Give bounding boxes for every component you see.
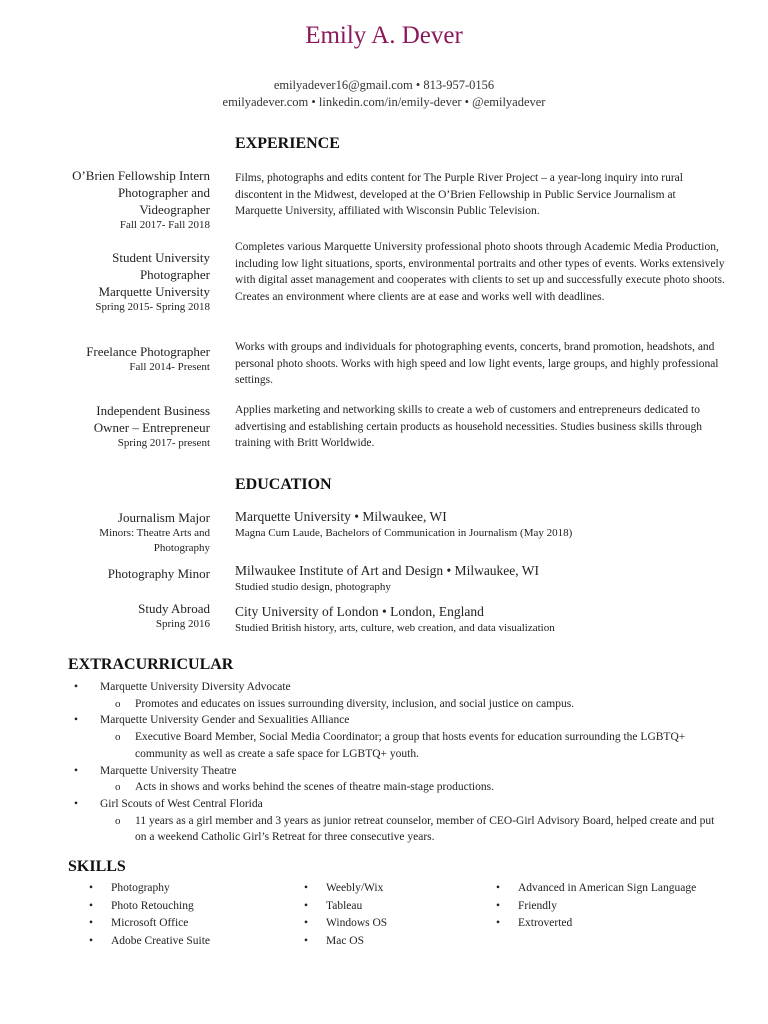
school-name: Marquette University • Milwaukee, WI [235, 509, 447, 524]
skill-label: Photo Retouching [111, 899, 194, 912]
section-title-experience: EXPERIENCE [235, 135, 340, 152]
role-line: Freelance Photographer [86, 344, 210, 359]
education-program: Study Abroad [138, 601, 210, 616]
bullet-icon: • [496, 917, 501, 929]
experience-role-block [20, 167, 210, 233]
role-line: Photographer and [117, 185, 210, 200]
skill-label: Windows OS [326, 917, 388, 929]
skill-label: Mac OS [326, 934, 365, 947]
bullet-icon: • [304, 934, 309, 947]
experience-role-block [20, 249, 210, 315]
activity-name: Marquette University Gender and Sexualities Alliance [100, 714, 350, 727]
activity-name: Girl Scouts of West Central Florida [100, 797, 263, 810]
skill-label: Microsoft Office [111, 917, 189, 929]
skill-item [85, 915, 285, 933]
skill-label: Weebly/Wix [326, 882, 384, 894]
section-title-education: EDUCATION [235, 476, 332, 493]
section-title-extracurricular: EXTRACURRICULAR [68, 656, 234, 673]
bullet-icon: • [74, 681, 79, 693]
skill-item [300, 915, 480, 933]
experience-description: Applies marketing and networking skills to create a web of customers and entrepreneurs dedicated to advertising and establishing certain products as household necessities. Studies business skills through training with Britt Worldwide. [235, 404, 702, 449]
experience-role-block [20, 343, 210, 375]
bullet-icon: • [89, 899, 94, 912]
activity-detail: Acts in shows and works behind the scenes of theatre main-stage productions. [135, 781, 494, 794]
activity-name: Marquette University Theatre [100, 764, 237, 777]
list-item [68, 679, 728, 696]
education-entry [235, 562, 725, 595]
skills-column [85, 880, 285, 950]
skill-item [492, 880, 702, 898]
applicant-name: Emily A. Dever [305, 22, 463, 49]
bullet-icon: • [74, 797, 79, 810]
skills-column [492, 880, 702, 933]
education-left-block [20, 600, 210, 632]
education-program: Journalism Major [117, 510, 210, 525]
education-detail: Magna Cum Laude, Bachelors of Communication in Journalism (May 2018) [235, 527, 573, 539]
sub-bullet-icon: o [115, 814, 121, 827]
role-line: Photographer [139, 267, 210, 282]
skill-item [300, 898, 480, 916]
experience-role-block [20, 402, 210, 451]
extracurricular-list [68, 679, 728, 846]
skill-label: Photography [111, 882, 170, 894]
list-item [68, 779, 728, 796]
experience-description: Completes various Marquette University professional photo shoots through Academic Media Production, including low light situations, sports, environmental portraits and other types of events. Works extensively with digital asset management and cooperates with clients to set up and successfully execute photo shoots. Creates an environment where clients are at ease and works well with deadlines. [235, 241, 725, 303]
contact-line-email-phone: emilyadever16@gmail.com • 813-957-0156 [273, 78, 495, 92]
activity-name: Marquette University Diversity Advocate [100, 681, 291, 693]
role-date: Fall 2014- Present [129, 361, 210, 373]
list-item [68, 796, 728, 813]
contact-line-web: emilyadever.com • linkedin.com/in/emily-dever • @emilyadever [222, 95, 546, 109]
list-item [68, 712, 728, 729]
sub-bullet-icon: o [115, 781, 121, 794]
school-name: Milwaukee Institute of Art and Design • Milwaukee, WI [235, 563, 540, 578]
bullet-icon: • [74, 764, 79, 777]
bullet-icon: • [496, 882, 501, 894]
education-note-line: Minors: Theatre Arts and [99, 527, 210, 539]
bullet-icon: • [89, 934, 94, 947]
education-left-block [20, 509, 210, 556]
section-title-skills: SKILLS [68, 858, 126, 875]
skill-item [300, 880, 480, 898]
bullet-icon: • [89, 917, 94, 929]
role-line: Marquette University [98, 284, 210, 299]
skill-label: Adobe Creative Suite [111, 934, 211, 947]
role-line: Owner – Entrepreneur [93, 420, 210, 435]
experience-description: Works with groups and individuals for photographing events, concerts, brand promotion, headshots, and personal photo shoots. Works with high speed and low light events, large groups, and highly professional settings. [235, 341, 719, 386]
role-line: Videographer [139, 202, 210, 217]
skill-label: Tableau [326, 899, 363, 912]
skill-item [300, 933, 480, 951]
list-item [68, 696, 728, 713]
skills-column [300, 880, 480, 950]
list-item [68, 763, 728, 780]
role-line: Student University [112, 250, 210, 265]
skill-label: Advanced in American Sign Language [518, 882, 697, 894]
bullet-icon: • [89, 882, 94, 894]
activity-detail: Promotes and educates on issues surrounding diversity, inclusion, and social justice on campus. [135, 697, 575, 710]
activity-detail: Executive Board Member, Social Media Coordinator; a group that hosts events for education surrounding the LGBTQ+ community as well as create a safe space for LGBTQ+ youth. [135, 731, 686, 760]
education-note-line: Spring 2016 [155, 618, 210, 630]
bullet-icon: • [304, 882, 309, 894]
list-item [68, 729, 728, 762]
education-entry [235, 508, 725, 541]
skill-item [492, 915, 702, 933]
skill-item [492, 898, 702, 916]
bullet-icon: • [496, 899, 501, 912]
sub-bullet-icon: o [115, 697, 121, 710]
skill-label: Extroverted [518, 917, 573, 929]
education-detail: Studied studio design, photography [235, 581, 391, 593]
activity-detail: 11 years as a girl member and 3 years as junior retreat counselor, member of CEO-Girl Advisory Board, helped create and put on a weekend Catholic Girl’s Retreat for three consecutive years. [135, 814, 715, 844]
role-date: Spring 2015- Spring 2018 [95, 301, 210, 313]
role-line: O’Brien Fellowship Intern [72, 168, 210, 183]
skill-label: Friendly [518, 899, 557, 912]
experience-description: Films, photographs and edits content for The Purple River Project – a year-long inquiry into rural discontent in the Midwest, developed at the O’Brien Fellowship in Public Service Journalism at Marquette University, affiliated with Wisconsin Public Television. [235, 172, 683, 217]
education-entry [235, 603, 725, 636]
role-line: Independent Business [96, 403, 210, 418]
education-detail: Studied British history, arts, culture, web creation, and data visualization [235, 622, 555, 634]
role-date: Fall 2017- Fall 2018 [119, 219, 210, 231]
school-name: City University of London • London, England [235, 604, 484, 619]
education-program: Photography Minor [107, 566, 210, 581]
bullet-icon: • [304, 917, 309, 929]
education-note-line: Photography [153, 542, 210, 554]
skill-item [85, 933, 285, 951]
role-date: Spring 2017- present [117, 437, 210, 449]
skill-item [85, 880, 285, 898]
education-left-block [20, 565, 210, 582]
sub-bullet-icon: o [115, 731, 121, 744]
skill-item [85, 898, 285, 916]
bullet-icon: • [74, 714, 79, 727]
list-item [68, 813, 728, 846]
bullet-icon: • [304, 899, 309, 912]
